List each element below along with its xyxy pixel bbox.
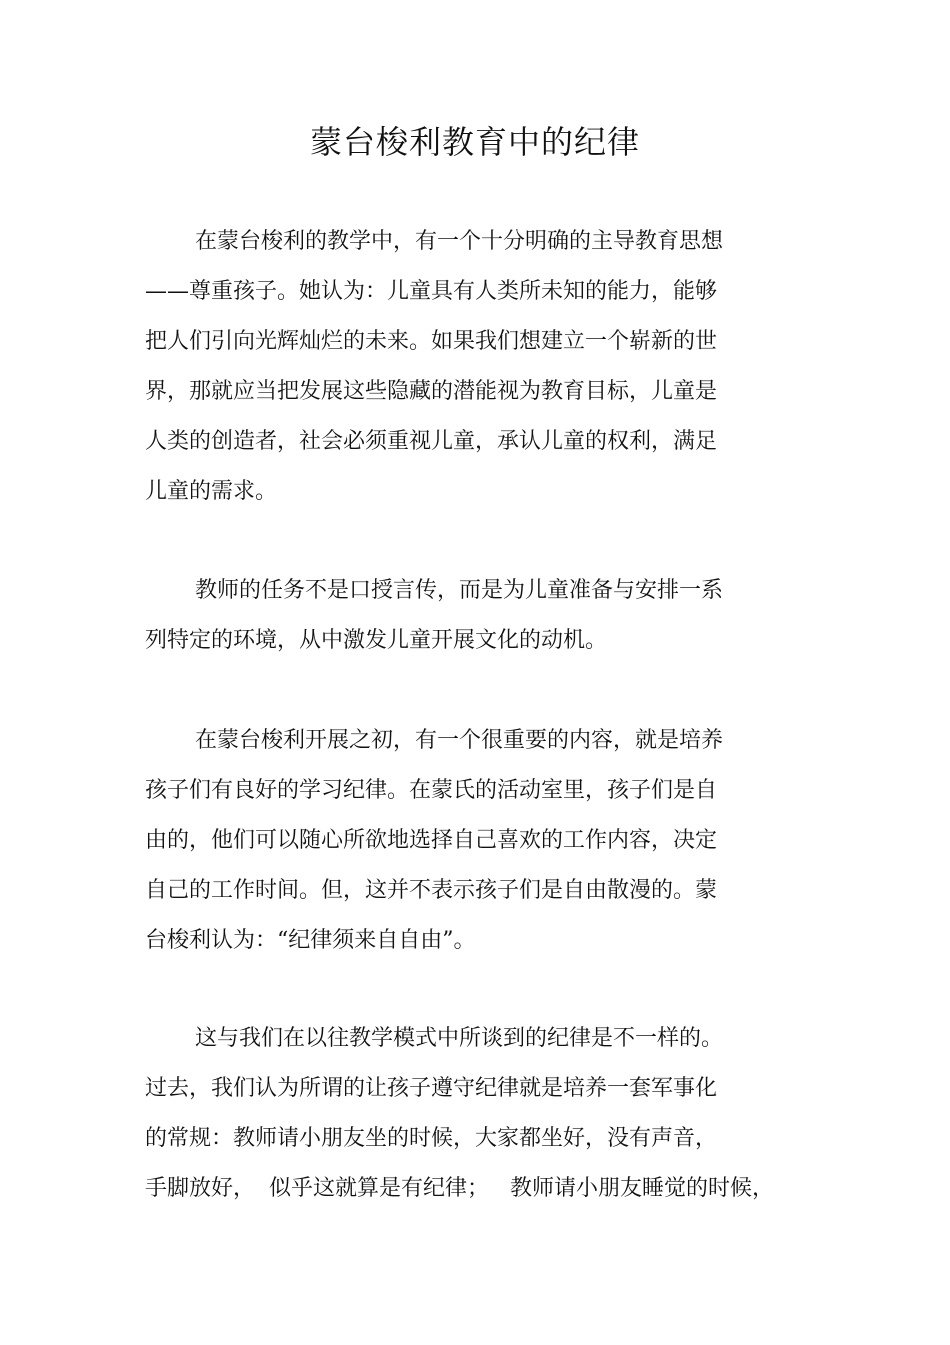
paragraph-4-line-1: 这与我们在以往教学模式中所谈到的纪律是不一样的。 <box>195 1026 724 1051</box>
document-title: 蒙台梭利教育中的纪律 <box>309 123 640 161</box>
paragraph-4-line-4: 手脚放好， 似乎这就算是有纪律； 教师请小朋友睡觉的时候， <box>145 1176 774 1201</box>
paragraph-1-line-5: 人类的创造者，社会必须重视儿童，承认儿童的权利，满足 <box>145 429 718 454</box>
paragraph-1-line-1: 在蒙台梭利的教学中，有一个十分明确的主导教育思想 <box>195 229 724 254</box>
paragraph-3-line-3: 由的，他们可以随心所欲地选择自己喜欢的工作内容，决定 <box>145 828 718 853</box>
paragraph-4-line-3: 的常规：教师请小朋友坐的时候，大家都坐好，没有声音， <box>145 1126 718 1151</box>
paragraph-2-line-2: 列特定的环境，从中激发儿童开展文化的动机。 <box>145 628 608 653</box>
paragraph-3-line-4: 自己的工作时间。但，这并不表示孩子们是自由散漫的。蒙 <box>145 878 718 903</box>
paragraph-1-line-4: 界，那就应当把发展这些隐藏的潜能视为教育目标，儿童是 <box>145 379 718 404</box>
paragraph-3-line-2: 孩子们有良好的学习纪律。在蒙氏的活动室里，孩子们是自 <box>145 778 718 803</box>
paragraph-2-line-1: 教师的任务不是口授言传，而是为儿童准备与安排一系 <box>195 578 724 603</box>
paragraph-1-line-3: 把人们引向光辉灿烂的未来。如果我们想建立一个崭新的世 <box>145 329 718 354</box>
paragraph-1-line-2: ——尊重孩子。她认为：儿童具有人类所未知的能力，能够 <box>145 279 718 304</box>
paragraph-3-line-1: 在蒙台梭利开展之初，有一个很重要的内容，就是培养 <box>195 728 724 753</box>
paragraph-3-line-5: 台梭利认为：“纪律须来自自由”。 <box>145 928 476 953</box>
paragraph-4-line-2: 过去，我们认为所谓的让孩子遵守纪律就是培养一套军事化 <box>145 1076 718 1101</box>
paragraph-1-line-6: 儿童的需求。 <box>145 479 278 504</box>
